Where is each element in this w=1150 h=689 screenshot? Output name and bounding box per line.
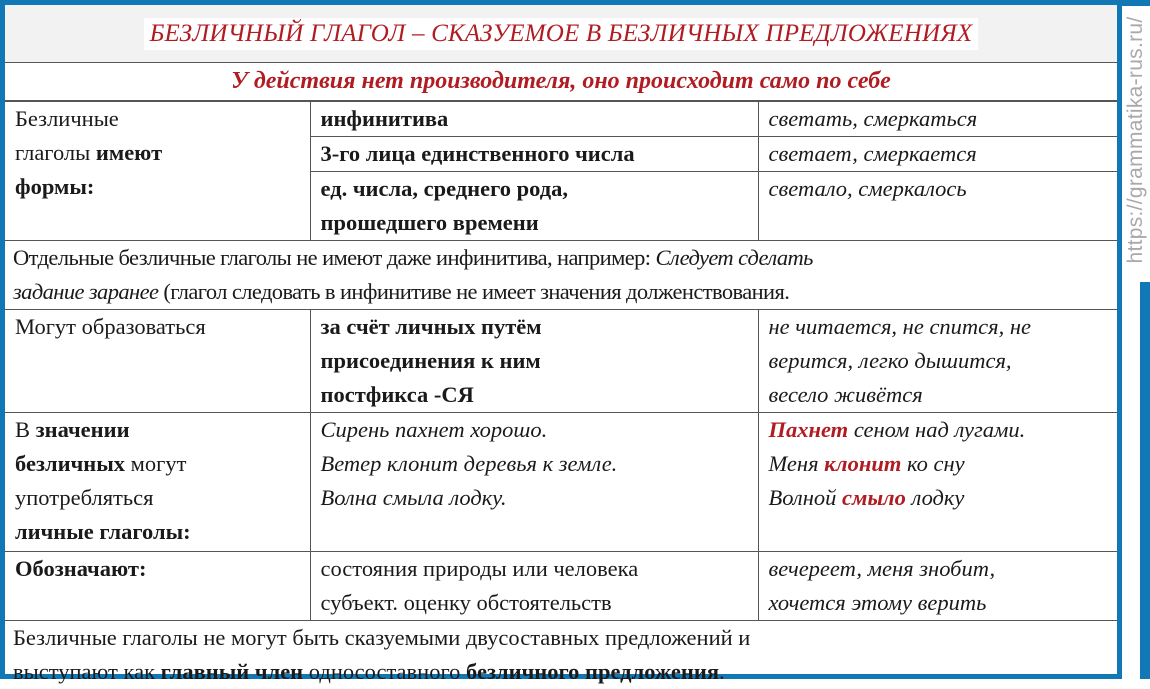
conclusion-text: выступают как [13, 659, 161, 684]
conclusion-line2 [13, 655, 1117, 689]
personal-label [5, 413, 310, 552]
meaning-desc-line2: субъект. оценку обстоятельств [321, 586, 758, 620]
impersonal-example-2 [769, 447, 1118, 481]
formation-method-line1: за счёт личных путём [321, 310, 758, 344]
personal-label-bold1: значении [36, 417, 130, 442]
conclusion-period: . [719, 659, 725, 684]
highlight-verb: клонит [824, 451, 901, 476]
personal-label-bold2: безличных [15, 451, 125, 476]
frame-strip [1122, 0, 1150, 6]
formation-method-line3: постфикса -СЯ [321, 378, 758, 412]
impersonal-example-1 [769, 413, 1118, 447]
personal-label-mogut: могут [131, 451, 187, 476]
example-infinitive: светать, смеркаться [758, 102, 1117, 137]
personal-example-1: Сирень пахнет хорошо. [321, 413, 758, 447]
example-3rd-person: светает, смеркается [758, 137, 1117, 172]
example-rest: сеном над лугами. [848, 417, 1025, 442]
note-text2: (глагол следовать в инфинитиве не имеет значения долженствования. [158, 279, 789, 304]
personal-example-2: Ветер клонит деревья к земле. [321, 447, 758, 481]
no-infinitive-note [5, 241, 1117, 310]
page-subtitle: У действия нет производителя, оно происходит само по себе [231, 68, 891, 95]
meaning-desc-line1: состояния природы или человека [321, 552, 758, 586]
note-example-1: Следует сделать [655, 245, 812, 270]
example-rest: лодку [906, 485, 965, 510]
forms-label-bold: имеют [96, 140, 162, 165]
example-past-neuter: светало, смеркалось [758, 172, 1117, 241]
table-row-formation [5, 310, 1117, 413]
example-before: Меня [769, 451, 825, 476]
conclusion-bold-sentence: безличного предложения [466, 659, 719, 684]
table-row-forms-1 [5, 102, 1117, 137]
personal-label-v: В [15, 417, 30, 442]
forms-label-word: глаголы [15, 140, 90, 165]
formation-example-line1: не читается, не спится, не [769, 310, 1118, 344]
personal-label-line4: личные глаголы: [15, 515, 310, 549]
forms-label-line1: Безличные [15, 102, 310, 136]
table-row-note [5, 241, 1117, 310]
forms-label-line3: формы: [15, 170, 310, 204]
form-past-line1: ед. числа, среднего рода, [321, 172, 758, 206]
personal-label-line3: употребляться [15, 481, 310, 515]
meaning-example-line2: хочется этому верить [769, 586, 1118, 620]
frame-side-bar [1140, 282, 1150, 679]
meaning-description [310, 552, 758, 621]
impersonal-examples [758, 413, 1117, 552]
formation-label: Могут образоваться [5, 310, 310, 413]
formation-method [310, 310, 758, 413]
formation-method-line2: присоединения к ним [321, 344, 758, 378]
impersonal-example-3 [769, 481, 1118, 515]
highlight-verb: Пахнет [769, 417, 849, 442]
form-infinitive: инфинитива [310, 102, 758, 137]
formation-example-line3: весело живётся [769, 378, 1118, 412]
meaning-example-line1: вечереет, меня знобит, [769, 552, 1118, 586]
personal-examples [310, 413, 758, 552]
meaning-label: Обозначают: [5, 552, 310, 621]
formation-example-line2: верится, легко дышится, [769, 344, 1118, 378]
watermark-url: https://grammatika-rus.ru/ [1124, 16, 1148, 263]
form-past-neuter [310, 172, 758, 241]
example-rest: ко сну [901, 451, 964, 476]
forms-label-cell [5, 102, 310, 241]
note-text1: Отдельные безличные глаголы не имеют даже инфинитива, например: [13, 245, 655, 270]
conclusion-bold-main-member: главный член [161, 659, 303, 684]
example-before: Волной [769, 485, 843, 510]
table-row-personal [5, 413, 1117, 552]
page-title: БЕЗЛИЧНЫЙ ГЛАГОЛ – СКАЗУЕМОЕ В БЕЗЛИЧНЫХ ПРЕДЛОЖЕНИЯХ [144, 18, 979, 50]
conclusion-line1: Безличные глаголы не могут быть сказуемыми двусоставных предложений и [13, 621, 1117, 655]
highlight-verb: смыло [842, 485, 906, 510]
form-past-line2: прошедшего времени [321, 206, 758, 240]
subtitle-row [5, 63, 1117, 101]
personal-example-3: Волна смыла лодку. [321, 481, 758, 515]
rules-table [5, 101, 1117, 689]
meaning-examples [758, 552, 1117, 621]
note-example-2: задание заранее [13, 279, 158, 304]
title-row [5, 5, 1117, 63]
conclusion-text: односоставного [303, 659, 466, 684]
form-3rd-person: 3-го лица единственного числа [310, 137, 758, 172]
table-row-meaning [5, 552, 1117, 621]
formation-examples [758, 310, 1117, 413]
